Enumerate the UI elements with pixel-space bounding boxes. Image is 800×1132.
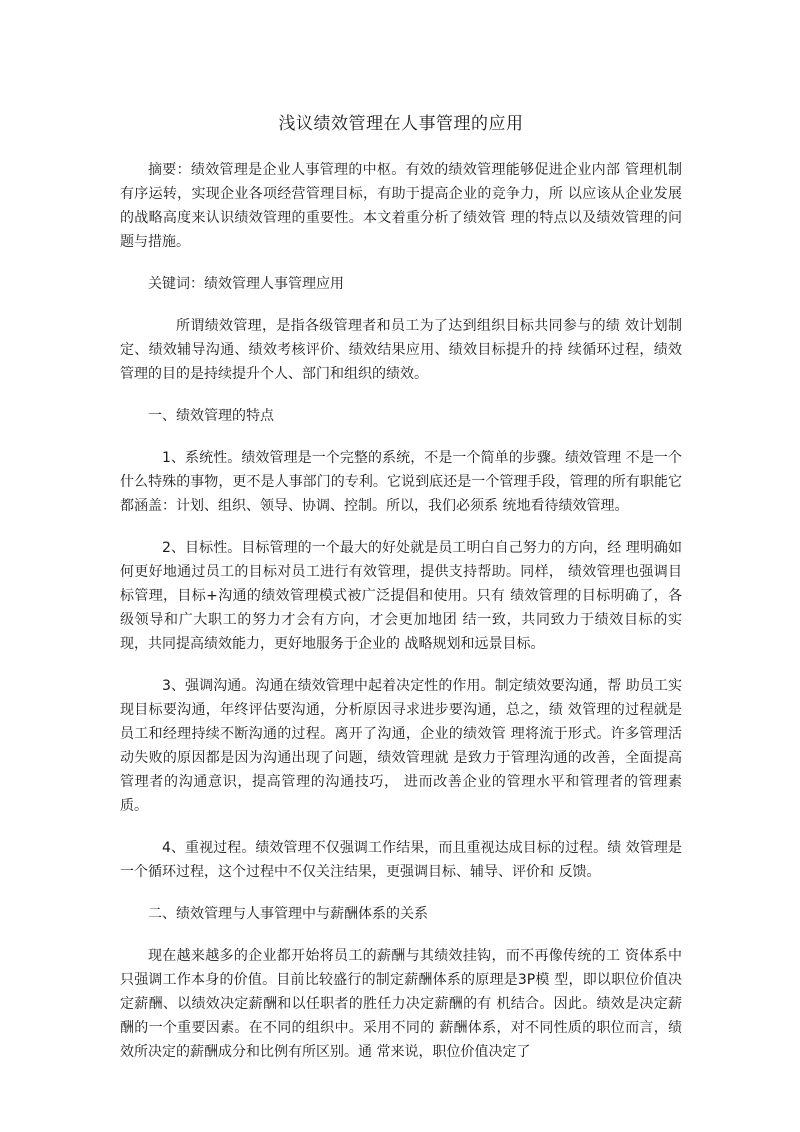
point-goal-paragraph: 2、目标性。目标管理的一个最大的好处就是员工明白自己努力的方向，经 理明确如何更好地通过员工的目标对员工进行有效管理，提供支持帮助。同样， 绩效管理也强调目标管理，目标+沟通的绩效管理模式被广泛提倡和使用。只有 绩效管理的目标明确了，各级领导和广大职工的努力才会有方向，才会更加地团 结一致，共同致力于绩效目标的实现，共同提高绩效能力，更好地服务于企业的 战略规划和远景目标。 xyxy=(120,540,682,652)
point-communication-paragraph: 3、强调沟通。沟通在绩效管理中起着决定性的作用。制定绩效要沟通，帮 助员工实现目标要沟通，年终评估要沟通，分析原因寻求进步要沟通，总之，绩 效管理的过程就是员工和经理持续不断沟通的过程。离开了沟通，企业的绩效管 理将流于形式。许多管理活动失败的原因都是因为沟通出现了问题，绩效管理就 是致力于管理沟通的改善，全面提高管理者的沟通意识，提高管理的沟通技巧， 进而改善企业的管理水平和管理者的管理素质。 xyxy=(120,678,682,814)
abstract-paragraph: 摘要：绩效管理是企业人事管理的中枢。有效的绩效管理能够促进企业内部 管理机制有序运转，实现企业各项经营管理目标，有助于提高企业的竞争力，所 以应该从企业发展的战略高度来认识绩效管理的重要性。本文着重分析了绩效管 理的特点以及绩效管理的问题与措施。 xyxy=(120,162,682,250)
section-heading-1: 一、绩效管理的特点 xyxy=(148,408,274,424)
keywords-line: 关键词：绩效管理人事管理应用 xyxy=(148,276,344,292)
point-systematic-paragraph: 1、系统性。绩效管理是一个完整的系统，不是一个简单的步骤。绩效管理 不是一个什么特殊的事物，更不是人事部门的专利。它说到底还是一个管理手段，管理的所有职能它都涵盖：计划、组织、领导、协调、控制。所以，我们必须系 统地看待绩效管理。 xyxy=(120,450,682,514)
document-title: 浅议绩效管理在人事管理的应用 xyxy=(278,114,524,134)
intro-paragraph: 所谓绩效管理，是指各级管理者和员工为了达到组织目标共同参与的绩 效计划制定、绩效辅导沟通、绩效考核评价、绩效结果应用、绩效目标提升的持 续循环过程，绩效管理的目的是持续提升个人、部门和组织的绩效。 xyxy=(120,318,682,382)
section-heading-2: 二、绩效管理与人事管理中与薪酬体系的关系 xyxy=(148,906,428,922)
point-process-paragraph: 4、重视过程。绩效管理不仅强调工作结果，而且重视达成目标的过程。绩 效管理是一个循环过程，这个过程中不仅关注结果，更强调目标、辅导、评价和 反馈。 xyxy=(120,840,682,880)
compensation-paragraph: 现在越来越多的企业都开始将员工的薪酬与其绩效挂钩，而不再像传统的工 资体系中只强调工作本身的价值。目前比较盛行的制定薪酬体系的原理是3P模 型，即以职位价值决定薪酬、以绩效决定薪酬和以任职者的胜任力决定薪酬的有 机结合。因此。绩效是决定薪酬的一个重要因素。在不同的组织中。采用不同的 薪酬体系，对不同性质的职位而言，绩效所决定的薪酬成分和比例有所区别。通 常来说，职位价值决定了 xyxy=(120,948,682,1060)
